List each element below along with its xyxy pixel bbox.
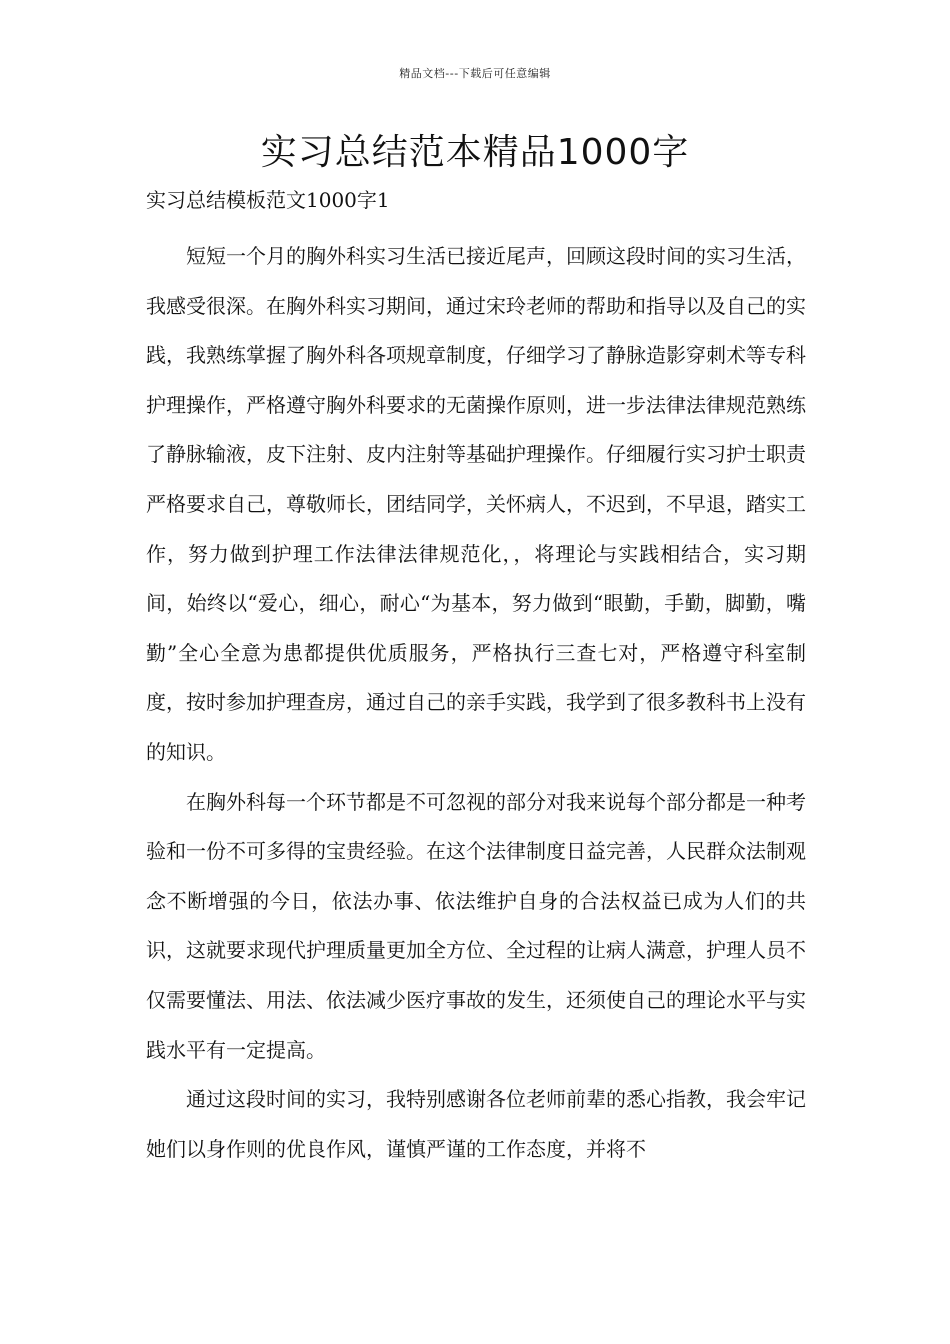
paragraph: 在胸外科每一个环节都是不可忽视的部分对我来说每个部分都是一种考验和一份不可多得的宝贵经验。在这个法律制度日益完善，人民群众法制观念不断增强的今日，依法办事、依法维护自身的合法权益已成为人们的共识，这就要求现代护理质量更加全方位、全过程的让病人满意，护理人员不仅需要懂法、用法、依法减少医疗事故的发生，还须使自己的理论水平与实践水平有一定提高。 xyxy=(146,789,806,1062)
header-note: 精品文档---下载后可任意编辑 xyxy=(399,67,551,80)
paragraph: 短短一个月的胸外科实习生活已接近尾声，回顾这段时间的实习生活，我感受很深。在胸外科实习期间，通过宋玲老师的帮助和指导以及自己的实践，我熟练掌握了胸外科各项规章制度，仔细学习了静脉造影穿刺术等专科护理操作，严格遵守胸外科要求的无菌操作原则，进一步法律法律规范熟练了静脉输液，皮下注射、皮内注射等基础护理操作。仔细履行实习护士职责严格要求自己，尊敬师长，团结同学，关怀病人，不迟到，不早退，踏实工作，努力做到护理工作法律法律规范化，，将理论与实践相结合，实习期间，始终以“爱心，细心，耐心“为基本，努力做到“眼勤，手勤，脚勤，嘴勤”全心全意为患都提供优质服务，严格执行三查七对，严格遵守科室制度，按时参加护理查房，通过自己的亲手实践，我学到了很多教科书上没有的知识。 xyxy=(146,244,806,764)
paragraph: 通过这段时间的实习，我特别感谢各位老师前辈的悉心指教，我会牢记她们以身作则的优良作风，谨慎严谨的工作态度，并将不 xyxy=(146,1087,806,1161)
document-body xyxy=(146,232,806,1174)
document-subtitle: 实习总结模板范文1000字1 xyxy=(146,188,390,212)
document-title: 实习总结范本精品1000字 xyxy=(260,132,690,173)
